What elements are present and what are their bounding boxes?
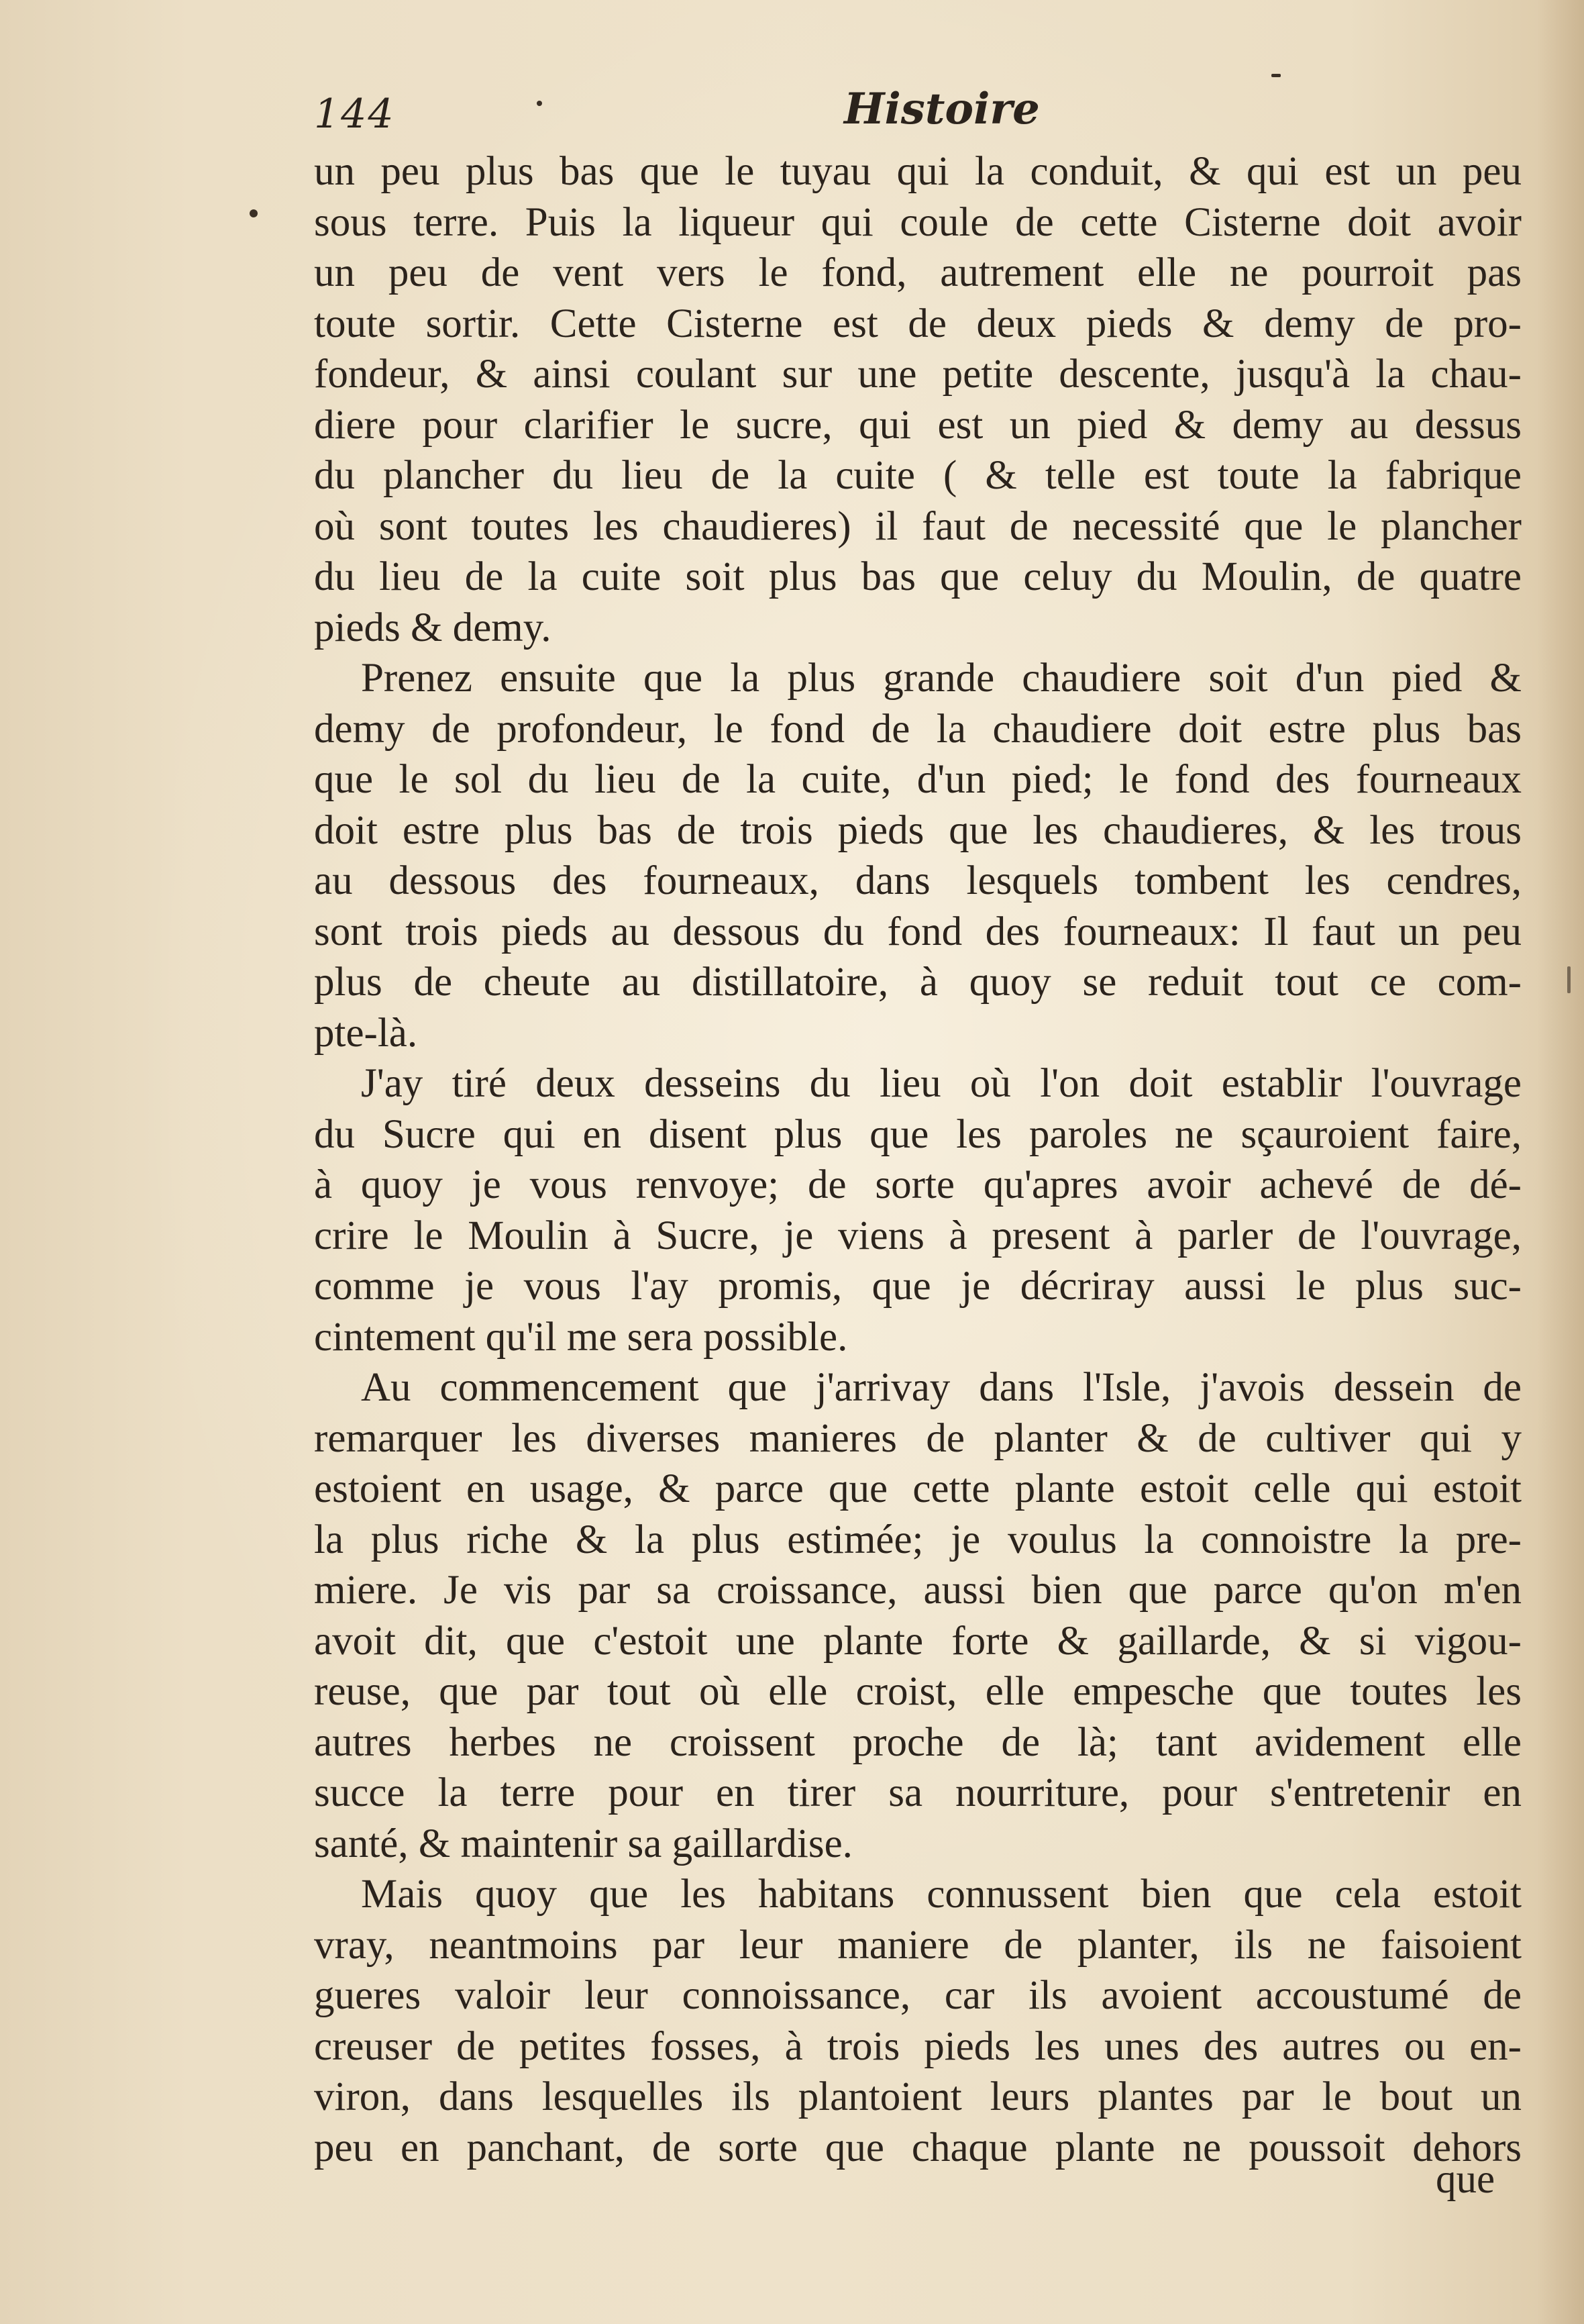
text-line: peu en panchant, de sorte que chaque plante ne poussoit dehors (314, 2125, 1522, 2170)
text-line: plus de cheute au distillatoire, à quoy se reduit tout ce com- (314, 960, 1522, 1005)
text-line: creuser de petites fosses, à trois pieds les unes des autres ou en- (314, 2023, 1522, 2069)
text-line: où sont toutes les chaudieres) il faut de necessité que le plancher (314, 503, 1522, 549)
text-line: Mais quoy que les habitans connussent bien que cela estoit (361, 1872, 1522, 1917)
text-line: crire le Moulin à Sucre, je viens à present à parler de l'ouvrage, (314, 1213, 1522, 1258)
text-line: miere. Je vis par sa croissance, aussi bien que parce qu'on m'en (314, 1568, 1522, 1613)
text-line: du Sucre qui en disent plus que les paroles ne sçauroient faire, (314, 1111, 1522, 1157)
running-head (314, 84, 1522, 144)
text-line: du plancher du lieu de la cuite ( & telle est toute la fabrique (314, 453, 1522, 498)
text-line: du lieu de la cuite soit plus bas que celuy du Moulin, de quatre (314, 554, 1522, 599)
text-line: viron, dans lesquelles ils plantoient leurs plantes par le bout un (314, 2074, 1522, 2119)
text-line: un peu de vent vers le fond, autrement elle ne pourroit pas (314, 250, 1522, 295)
text-line: doit estre plus bas de trois pieds que les chaudieres, & les trous (314, 807, 1522, 853)
text-line: avoit dit, que c'estoit une plante forte & gaillarde, & si vigou- (314, 1618, 1522, 1664)
text-line: toute sortir. Cette Cisterne est de deux pieds & demy de pro- (314, 301, 1522, 346)
text-line: gueres valoir leur connoissance, car ils avoient accoustumé de (314, 1973, 1522, 2018)
text-line: succe la terre pour en tirer sa nourriture, pour s'entretenir en (314, 1770, 1522, 1815)
text-line: estoient en usage, & parce que cette plante estoit celle qui estoit (314, 1466, 1522, 1511)
text-line: un peu plus bas que le tuyau qui la conduit, & qui est un peu (314, 149, 1522, 194)
catchword: que (1436, 2157, 1495, 2202)
page-edge-shadow (1537, 0, 1584, 2324)
text-line: remarquer les diverses manieres de planter & de cultiver qui y (314, 1415, 1522, 1461)
page-number: 144 (314, 91, 395, 138)
text-line: Au commencement que j'arrivay dans l'Isle, j'avois dessein de (361, 1365, 1522, 1410)
text-line: pieds & demy. (314, 605, 551, 650)
text-line: cintement qu'il me sera possible. (314, 1314, 848, 1360)
text-line: fondeur, & ainsi coulant sur une petite descente, jusqu'à la chau- (314, 352, 1522, 397)
text-line: au dessous des fourneaux, dans lesquels tombent les cendres, (314, 858, 1522, 903)
text-line: à quoy je vous renvoye; de sorte qu'apres avoir achevé de dé- (314, 1162, 1522, 1207)
text-line: vray, neantmoins par leur maniere de planter, ils ne faisoient (314, 1922, 1522, 1968)
text-line: que le sol du lieu de la cuite, d'un pied; le fond des fourneaux (314, 757, 1522, 802)
text-line: santé, & maintenir sa gaillardise. (314, 1821, 853, 1866)
text-line: pte-là. (314, 1010, 418, 1056)
body-text (314, 146, 1522, 2173)
ink-speck (250, 209, 258, 217)
text-line: reuse, que par tout où elle croist, elle empesche que toutes les (314, 1669, 1522, 1714)
ink-speck (1271, 74, 1281, 77)
running-title: Histoire (844, 84, 1040, 134)
text-line: J'ay tiré deux desseins du lieu où l'on doit establir l'ouvrage (361, 1061, 1522, 1106)
text-line: diere pour clarifier le sucre, qui est un pied & demy au dessus (314, 402, 1522, 448)
text-line: sont trois pieds au dessous du fond des fourneaux: Il faut un peu (314, 909, 1522, 954)
text-line: la plus riche & la plus estimée; je voulus la connoistre la pre- (314, 1517, 1522, 1562)
text-line: demy de profondeur, le fond de la chaudiere doit estre plus bas (314, 706, 1522, 752)
ink-speck (1567, 966, 1571, 993)
text-line: sous terre. Puis la liqueur qui coule de cette Cisterne doit avoir (314, 199, 1522, 245)
text-line: autres herbes ne croissent proche de là; tant avidement elle (314, 1719, 1522, 1765)
ink-speck (537, 101, 542, 106)
text-line: Prenez ensuite que la plus grande chaudiere soit d'un pied & (361, 656, 1522, 701)
text-line: comme je vous l'ay promis, que je décriray aussi le plus suc- (314, 1264, 1522, 1309)
